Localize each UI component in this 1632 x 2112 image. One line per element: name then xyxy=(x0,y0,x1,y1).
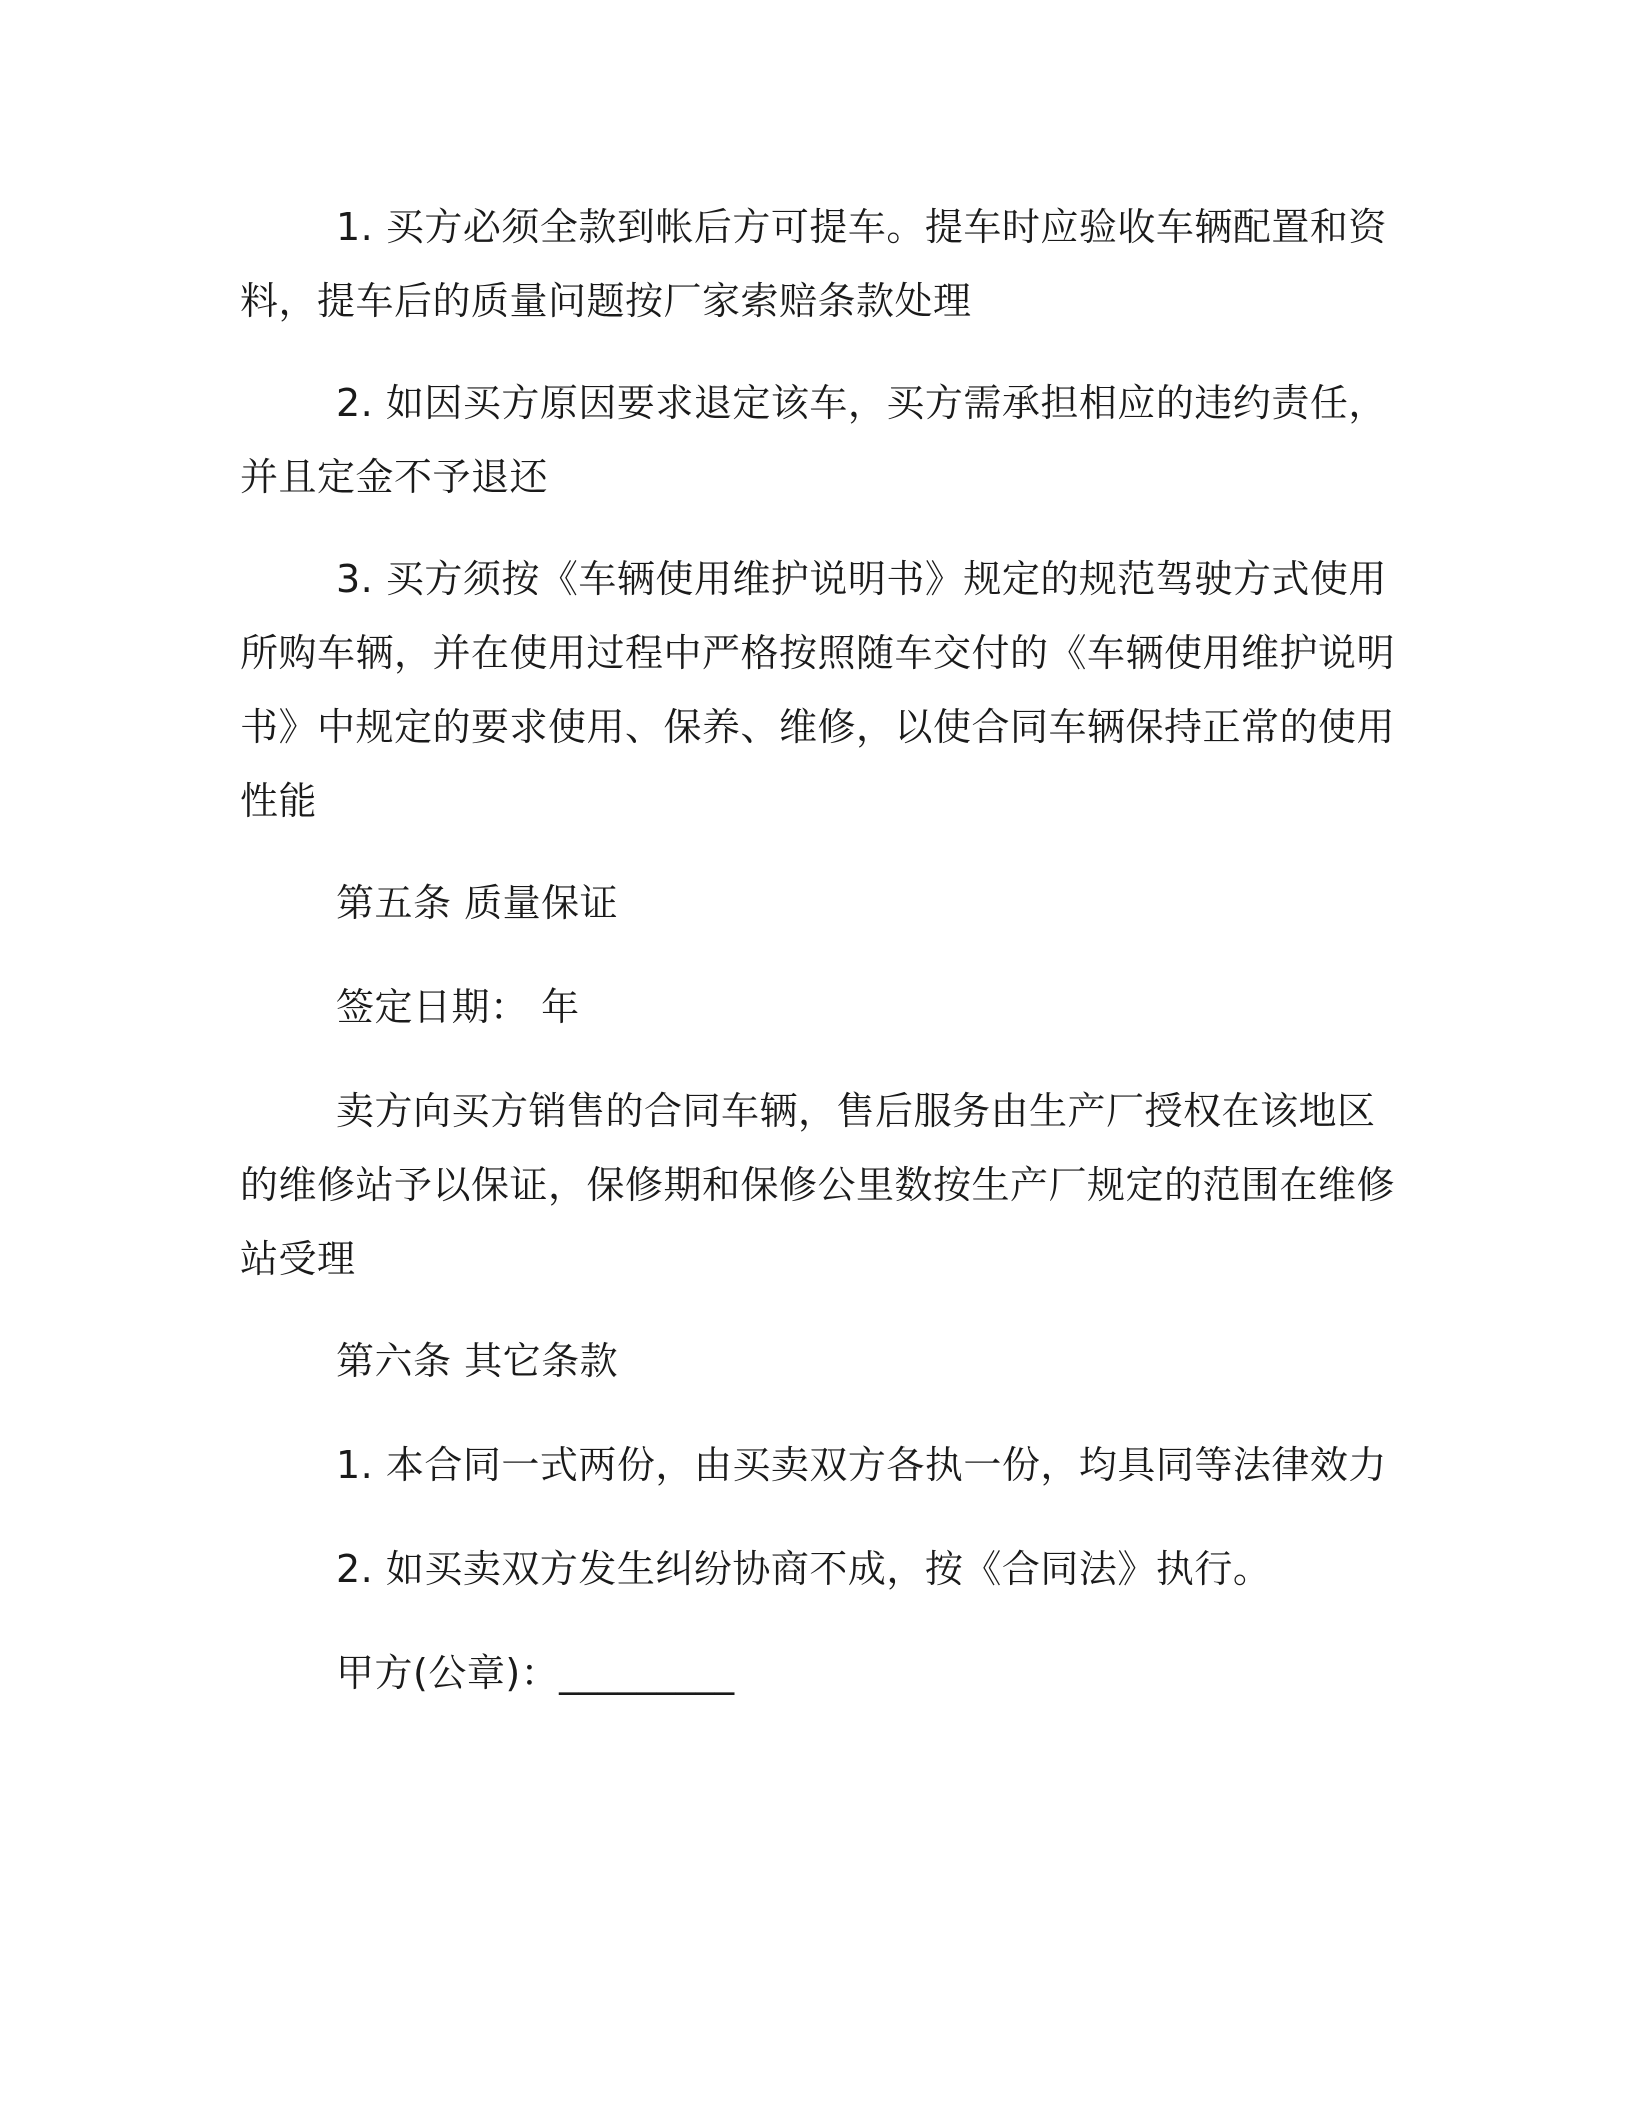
signing-date: 签定日期： 年 xyxy=(336,985,580,1029)
clause-cancellation: 2. 如因买方原因要求退定该车，买方需承担相应的违约责任，并且定金不予退还 xyxy=(240,381,1387,499)
article-five-heading: 第五条 质量保证 xyxy=(336,881,619,925)
clause-dispute: 2. 如买卖双方发生纠纷协商不成，按《合同法》执行。 xyxy=(336,1547,1272,1591)
clause-two-copies: 1. 本合同一式两份，由买卖双方各执一份，均具同等法律效力 xyxy=(336,1443,1387,1487)
clause-full-payment: 1. 买方必须全款到帐后方可提车。提车时应验收车辆配置和资料，提车后的质量问题按厂家索赔条款处理 xyxy=(240,205,1387,323)
clause-warranty-service: 卖方向买方销售的合同车辆，售后服务由生产厂授权在该地区的维修站予以保证，保修期和保修公里数按生产厂规定的范围在维修站受理 xyxy=(240,1089,1396,1281)
document-body xyxy=(240,190,1400,1740)
party-a-seal-line: 甲方(公章)：_________ xyxy=(336,1651,735,1695)
clause-vehicle-usage: 3. 买方须按《车辆使用维护说明书》规定的规范驾驶方式使用所购车辆，并在使用过程中严格按照随车交付的《车辆使用维护说明书》中规定的要求使用、保养、维修，以使合同车辆保持正常的使用性能 xyxy=(240,557,1396,823)
article-six-heading: 第六条 其它条款 xyxy=(336,1339,619,1383)
